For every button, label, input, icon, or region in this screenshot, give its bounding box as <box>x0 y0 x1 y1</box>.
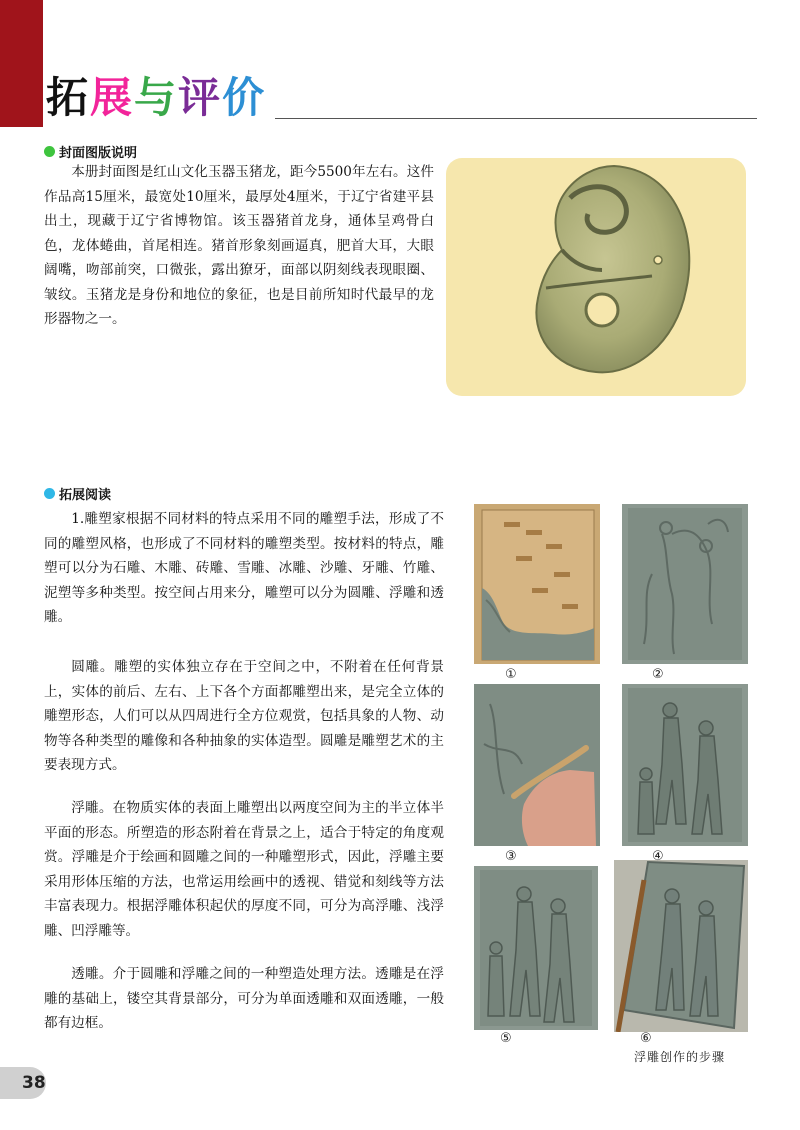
step-label-5: ⑤ <box>500 1031 512 1046</box>
reading-paragraph-4: 透雕。介于圆雕和浮雕之间的一种塑造处理方法。透雕是在浮雕的基础上，镂空其背景部分，可分为单面透雕和双面透雕，一般都有边框。 <box>44 966 444 1031</box>
step-photo-2 <box>622 504 748 664</box>
relief-step-1-icon <box>474 504 600 664</box>
relief-step-2-icon <box>622 504 748 664</box>
page-title <box>46 72 266 124</box>
title-char-1: 拓 <box>46 73 91 122</box>
step-label-6: ⑥ <box>640 1031 652 1046</box>
reading-heading-text: 拓展阅读 <box>59 488 112 503</box>
title-char-2: 展 <box>90 73 135 122</box>
reading-paragraph-2: 圆雕。雕塑的实体独立存在于空间之中，不附着在任何背景上，实体的前后、左右、上下各个方面都雕塑出来，是完全立体的雕塑形态，人们可以从四周进行全方位观赏，包括具象的人物、动物等各种类型的雕像和各种抽象的实体造型。圆雕是雕塑艺术的主要表现方式。 <box>44 659 444 773</box>
step-label-3: ③ <box>505 849 517 864</box>
steps-caption: 浮雕创作的步骤 <box>634 1050 726 1064</box>
step-label-2: ② <box>652 667 664 682</box>
cover-paragraph: 本册封面图是红山文化玉器玉猪龙，距今5500年左右。这件作品高15厘米，最宽处10厘米，最厚处4厘米，于辽宁省建平县出土，现藏于辽宁省博物馆。该玉器猪首龙身，通体呈鸡骨白色，龙体蜷曲，首尾相连。猪首形象刻画逼真，肥首大耳，大眼阔嘴，吻部前突，口微张，露出獠牙，面部以阴刻线表现眼圈、皱纹。玉猪龙是身份和地位的象征，也是目前所知时代最早的龙形器物之一。 <box>44 164 434 327</box>
relief-step-5-icon <box>474 866 598 1030</box>
jade-pig-dragon-photo <box>446 158 746 396</box>
step-label-4: ④ <box>652 849 664 864</box>
title-char-4: 评 <box>178 73 223 122</box>
relief-step-4-icon <box>622 684 748 846</box>
title-char-5: 价 <box>222 73 267 122</box>
step-photo-3 <box>474 684 600 846</box>
step-label-1: ① <box>505 667 517 682</box>
relief-step-6-icon <box>614 860 748 1032</box>
page-number: 38 <box>22 1073 46 1093</box>
green-bullet-icon <box>44 146 55 157</box>
step-photo-4 <box>622 684 748 846</box>
jade-pig-dragon-icon <box>446 158 746 396</box>
cover-section-heading <box>44 142 137 161</box>
cover-heading-text: 封面图版说明 <box>59 146 138 161</box>
corner-block <box>0 0 43 127</box>
title-rule <box>275 118 757 119</box>
relief-step-3-icon <box>474 684 600 846</box>
step-photo-6 <box>614 860 748 1032</box>
reading-paragraph-3: 浮雕。在物质实体的表面上雕塑出以两度空间为主的半立体半平面的形态。所塑造的形态附着在背景之上，适合于特定的角度观赏。浮雕是介于绘画和圆雕之间的一种雕塑形式，因此，浮雕主要采用形体压缩的方法，也常运用绘画中的透视、错觉和刻线等方法丰富表现力。根据浮雕体积起伏的厚度不同，可分为高浮雕、浅浮雕、凹浮雕等。 <box>44 800 444 939</box>
blue-bullet-icon <box>44 488 55 499</box>
step-photo-1 <box>474 504 600 664</box>
step-photo-5 <box>474 866 598 1030</box>
reading-paragraph-1: 1.雕塑家根据不同材料的特点采用不同的雕塑手法，形成了不同的雕塑风格，也形成了不同材料的雕塑类型。按材料的特点，雕塑可以分为石雕、木雕、砖雕、雪雕、冰雕、沙雕、牙雕、竹雕、泥塑等多种类型。按空间占用来分，雕塑可以分为圆雕、浮雕和透雕。 <box>44 511 444 625</box>
title-char-3: 与 <box>134 73 179 122</box>
reading-section-heading <box>44 484 111 503</box>
